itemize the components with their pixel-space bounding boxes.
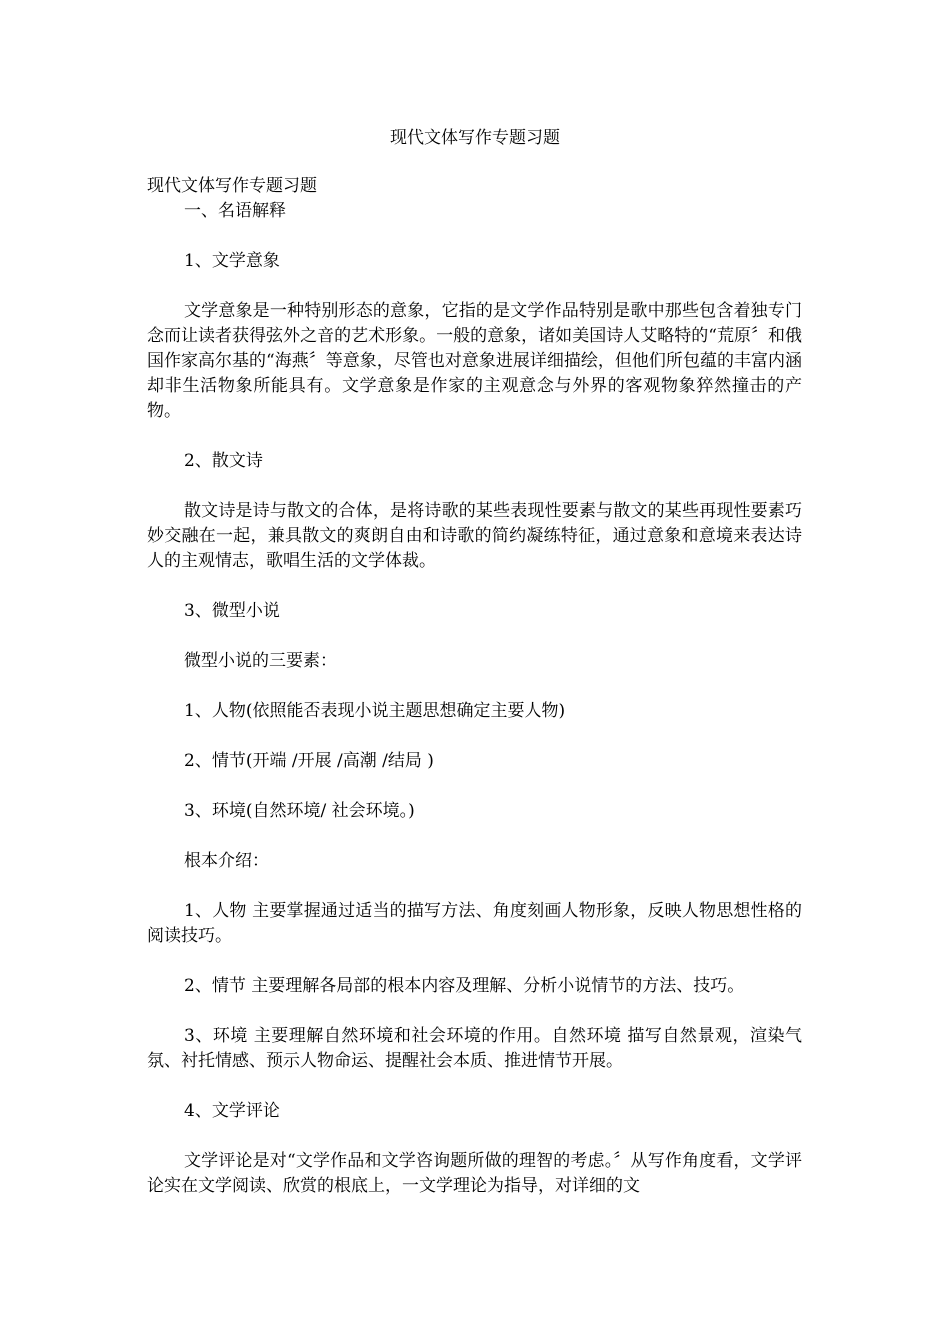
term-heading-micro-fiction: 3、微型小说 <box>184 601 280 621</box>
document-subtitle: 现代文体写作专题习题 <box>147 176 317 196</box>
intro-character: 1、人物 主要掌握通过适当的描写方法、角度刻画人物形象，反映人物思想性格的阅读技巧。 <box>147 901 802 946</box>
document-body <box>147 174 802 1199</box>
term-heading-literary-criticism: 4、文学评论 <box>184 1101 280 1121</box>
micro-fiction-elements-intro: 微型小说的三要素： <box>184 651 337 671</box>
intro-setting: 3、环境 主要理解自然环境和社会环境的作用。自然环境 描写自然景观，渲染气氛、衬托情感、预示人物命运、提醒社会本质、推进情节开展。 <box>147 1026 802 1071</box>
paragraph-prose-poem: 散文诗是诗与散文的合体，是将诗歌的某些表现性要素与散文的某些再现性要素巧妙交融在一起，兼具散文的爽朗自由和诗歌的简约凝练特征，通过意象和意境来表达诗人的主观情志，歌唱生活的文学体裁。 <box>147 501 802 571</box>
document-title: 现代文体写作专题习题 <box>390 128 560 148</box>
term-heading-literary-image: 1、文学意象 <box>184 251 280 271</box>
term-heading-prose-poem: 2、散文诗 <box>184 451 263 471</box>
paragraph-literary-criticism: 文学评论是对“文学作品和文学咨询题所做的理智的考虑。〞从写作角度看，文学评论实在文学阅读、欣赏的根底上，一文学理论为指导，对详细的文 <box>147 1151 802 1196</box>
section-heading: 一、名语解释 <box>184 201 286 221</box>
intro-plot: 2、情节 主要理解各局部的根本内容及理解、分析小说情节的方法、技巧。 <box>184 976 745 996</box>
element-plot: 2、情节(开端 /开展 /高潮 /结局 ) <box>184 751 434 771</box>
basic-introduction-label: 根本介绍： <box>184 851 269 871</box>
element-character: 1、人物(依照能否表现小说主题思想确定主要人物) <box>184 701 566 721</box>
paragraph-literary-image: 文学意象是一种特别形态的意象，它指的是文学作品特别是歌中那些包含着独专门念而让读者获得弦外之音的艺术形象。一般的意象，诸如美国诗人艾略特的“荒原〞和俄国作家高尔基的“海燕〞等意象，尽管也对意象进展详细描绘，但他们所包蕴的丰富内涵却非生活物象所能具有。文学意象是作家的主观意念与外界的客观物象猝然撞击的产物。 <box>147 301 802 421</box>
element-setting: 3、环境(自然环境/ 社会环境。) <box>184 801 415 821</box>
